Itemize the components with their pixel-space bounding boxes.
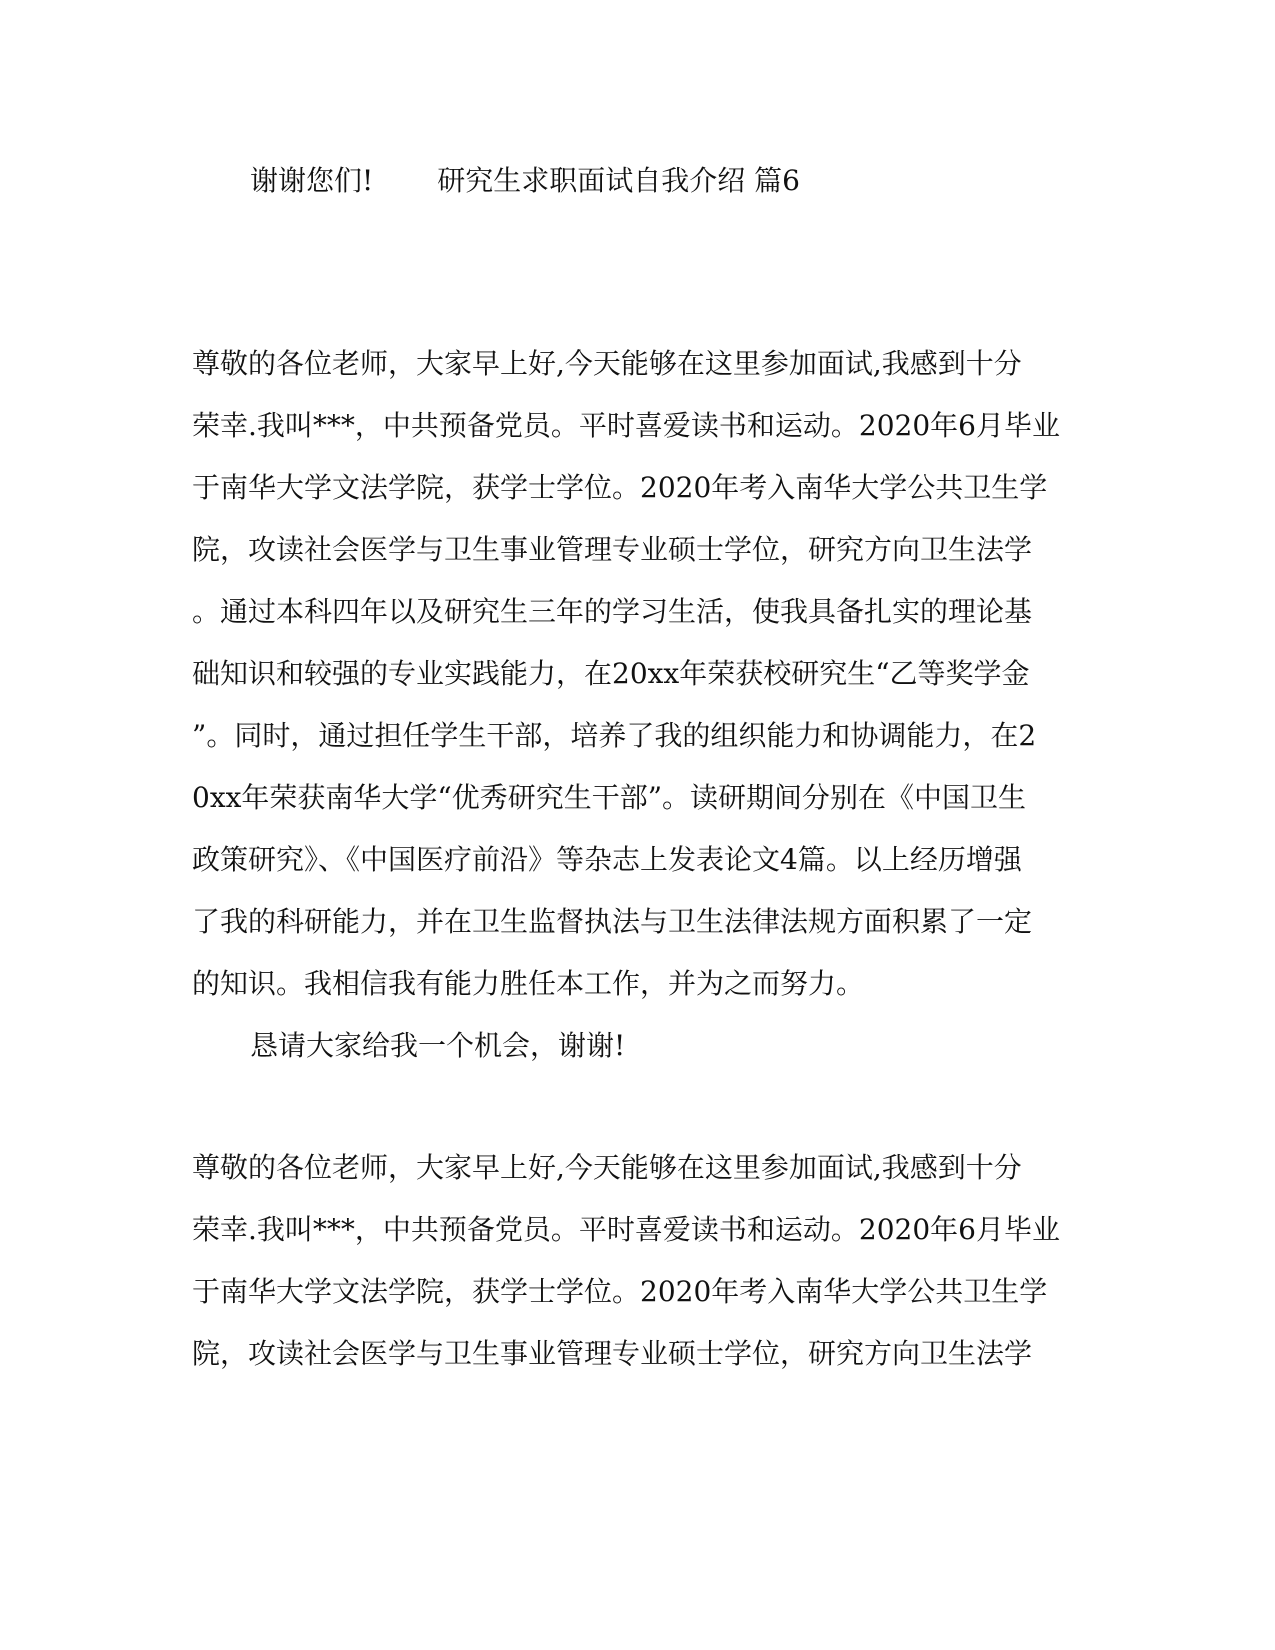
paragraph-line: 院，攻读社会医学与卫生事业管理专业硕士学位，研究方向卫生法学 — [192, 533, 1033, 566]
paragraph-line: 院，攻读社会医学与卫生事业管理专业硕士学位，研究方向卫生法学 — [192, 1337, 1033, 1370]
paragraph-line: 荣幸.我叫***，中共预备党员。平时喜爱读书和运动。2020年6月毕业 — [192, 1213, 1060, 1246]
paragraph-line: 尊敬的各位老师，大家早上好,今天能够在这里参加面试,我感到十分 — [192, 347, 1022, 380]
paragraph-line: 于南华大学文法学院，获学士学位。2020年考入南华大学公共卫生学 — [192, 1275, 1048, 1308]
section-title: 研究生求职面试自我介绍 篇6 — [437, 164, 800, 197]
paragraph-line: 础知识和较强的专业实践能力，在20xx年荣获校研究生“乙等奖学金 — [192, 657, 1030, 690]
paragraph-line: 的知识。我相信我有能力胜任本工作，并为之而努力。 — [192, 967, 865, 1000]
closing-thanks: 谢谢您们! — [250, 164, 374, 197]
paragraph-line: 荣幸.我叫***，中共预备党员。平时喜爱读书和运动。2020年6月毕业 — [192, 409, 1060, 442]
paragraph-line: ”。同时，通过担任学生干部，培养了我的组织能力和协调能力，在2 — [192, 719, 1037, 752]
paragraph-line: 了我的科研能力，并在卫生监督执法与卫生法律法规方面积累了一定 — [192, 905, 1033, 938]
paragraph-line: 0xx年荣获南华大学“优秀研究生干部”。读研期间分别在《中国卫生 — [192, 781, 1027, 814]
paragraph-line: 尊敬的各位老师，大家早上好,今天能够在这里参加面试,我感到十分 — [192, 1151, 1022, 1184]
appeal-line: 恳请大家给我一个机会，谢谢! — [250, 1029, 626, 1062]
paragraph-line: 政策研究》、《中国医疗前沿》等杂志上发表论文4篇。以上经历增强 — [192, 843, 1022, 876]
paragraph-line: 于南华大学文法学院，获学士学位。2020年考入南华大学公共卫生学 — [192, 471, 1048, 504]
paragraph-line: 。通过本科四年以及研究生三年的学习生活，使我具备扎实的理论基 — [192, 595, 1033, 628]
heading-line — [250, 163, 1150, 199]
